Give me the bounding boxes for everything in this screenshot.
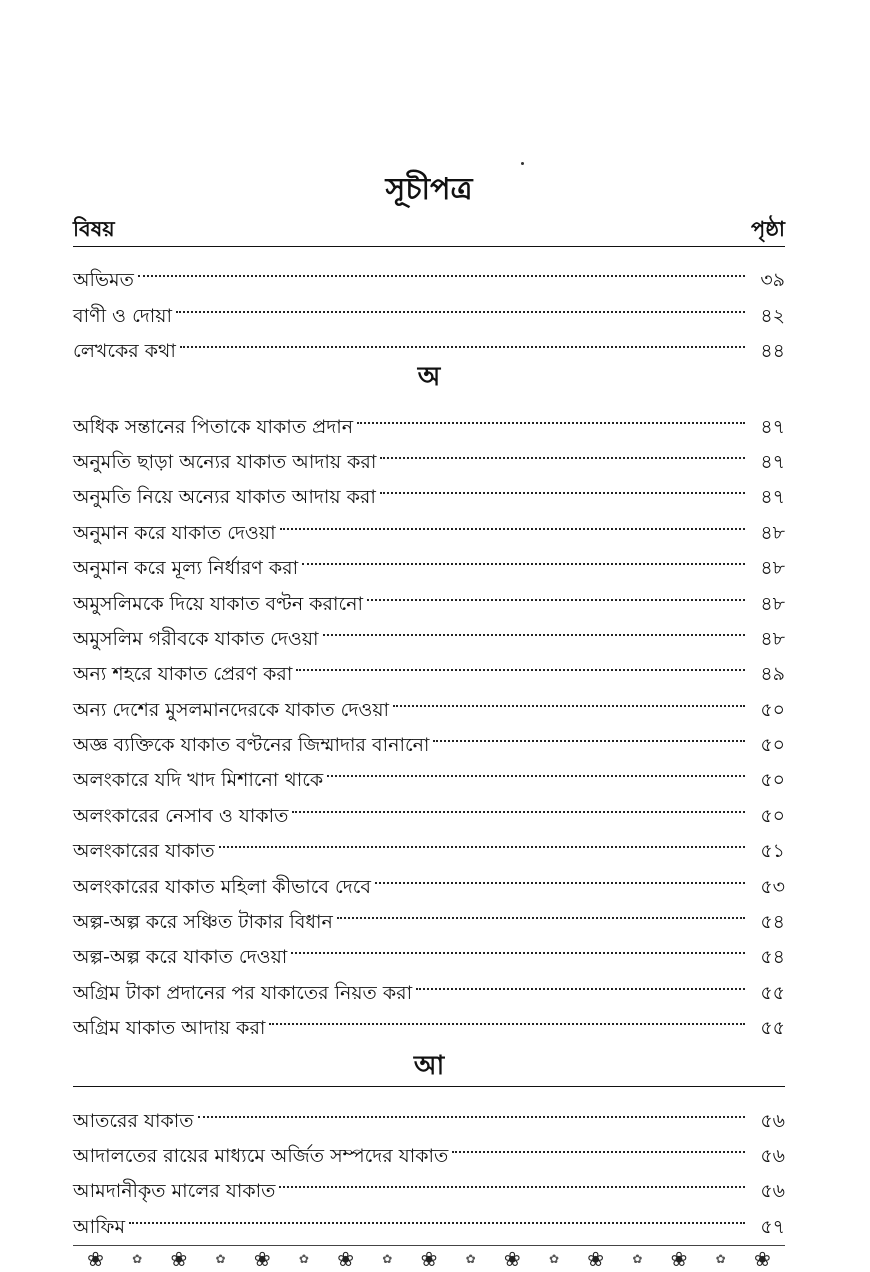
entry-page-number: ৫৪	[760, 946, 785, 969]
entry-title: অভিমত	[73, 269, 134, 292]
dot-leader	[127, 1197, 749, 1232]
entry-page-number: ৫০	[760, 804, 785, 827]
entry-page-number: ৪৮	[760, 521, 785, 544]
entry-page-number: ৫৭	[760, 1215, 785, 1238]
entry-title: আদালতের রায়ের মাধ্যমে অর্জিত সম্পদের যাকাত	[73, 1144, 449, 1167]
entry-page-number: ৫৪	[760, 911, 785, 934]
section-aa	[73, 1046, 785, 1238]
table-of-contents	[73, 168, 785, 1238]
entry-title: অনুমতি নিয়ে অন্যের যাকাত আদায় করা	[73, 486, 376, 509]
dot-leader	[289, 928, 749, 963]
dot-leader	[325, 751, 749, 786]
entry-page-number: ৪৭	[760, 415, 785, 438]
section-entries	[73, 397, 785, 1040]
page-column-header: পৃষ্ঠা	[750, 217, 785, 241]
subject-column-header: বিষয়	[73, 217, 115, 241]
flower-border-icon: ❀ ✿ ❀ ✿ ❀ ✿ ❀ ✿ ❀ ✿ ❀ ✿ ❀ ✿ ❀ ✿ ❀	[73, 1245, 785, 1272]
entry-title: আমদানীকৃত মালের যাকাত	[73, 1180, 276, 1203]
entry-title: আতরের যাকাত	[73, 1109, 194, 1132]
dot-leader	[178, 322, 749, 357]
entry-page-number: ৪৯	[760, 663, 785, 686]
stray-mark	[521, 162, 524, 165]
dot-leader	[294, 645, 749, 680]
entry-title: অনুমতি ছাড়া অন্যের যাকাত আদায় করা	[73, 450, 377, 473]
entry-title: অনুমান করে যাকাত দেওয়া	[73, 521, 276, 544]
entry-title: অধিক সন্তানের পিতাকে যাকাত প্রদান	[73, 415, 354, 438]
entry-title: অনুমান করে মূল্য নির্ধারণ করা	[73, 557, 299, 580]
entry-title: অন্য দেশের মুসলমানদেরকে যাকাত দেওয়া	[73, 698, 390, 721]
entry-title: অমুসলিমকে দিয়ে যাকাত বণ্টন করানো	[73, 592, 363, 615]
dot-leader	[450, 1127, 749, 1162]
dot-leader	[174, 286, 749, 321]
entry-page-number: ৫৩	[760, 875, 785, 898]
dot-leader	[431, 716, 749, 751]
section-o	[73, 357, 785, 1040]
dot-leader	[321, 610, 749, 645]
entry-page-number: ৪৭	[760, 450, 785, 473]
entry-page-number: ৩৯	[760, 269, 785, 292]
entry-title: লেখকের কথা	[73, 340, 176, 363]
toc-entry	[73, 251, 785, 292]
entry-page-number: ৪৮	[760, 592, 785, 615]
toc-entry	[73, 397, 785, 438]
entry-page-number: ৫৬	[760, 1109, 785, 1132]
dot-leader	[290, 786, 749, 821]
dot-leader	[373, 857, 749, 892]
dot-leader	[355, 397, 749, 432]
intro-entries	[73, 251, 785, 363]
toc-entry	[73, 286, 785, 327]
entry-title: বাণী ও দোয়া	[73, 304, 172, 327]
dot-leader	[391, 680, 749, 715]
entry-title: অগ্রিম যাকাত আদায় করা	[73, 1017, 266, 1040]
entry-page-number: ৫৬	[760, 1180, 785, 1203]
dot-leader	[414, 963, 749, 998]
entry-title: অন্য শহরে যাকাত প্রেরণ করা	[73, 663, 293, 686]
entry-title: অলংকারের যাকাত	[73, 840, 215, 863]
dot-leader	[277, 1162, 749, 1197]
entry-page-number: ৪৪	[760, 340, 785, 363]
toc-entry	[73, 1091, 785, 1132]
entry-page-number: ৫১	[760, 840, 785, 863]
entry-title: অল্প-অল্প করে সঞ্চিত টাকার বিধান	[73, 911, 333, 934]
entry-page-number: ৪৭	[760, 486, 785, 509]
dot-leader	[278, 503, 749, 538]
entry-title: অল্প-অল্প করে যাকাত দেওয়া	[73, 946, 288, 969]
dot-leader	[378, 468, 749, 503]
entry-page-number: ৫০	[760, 769, 785, 792]
entry-page-number: ৪২	[760, 304, 785, 327]
entry-page-number: ৫০	[760, 698, 785, 721]
dot-leader	[365, 574, 749, 609]
dot-leader	[196, 1091, 749, 1126]
entry-page-number: ৫০	[760, 734, 785, 757]
section-rule	[73, 1086, 785, 1087]
entry-page-number: ৫৫	[760, 981, 785, 1004]
dot-leader	[136, 251, 749, 286]
page-title: সূচীপত্র	[385, 172, 473, 207]
dot-leader	[378, 433, 749, 468]
entry-title: অজ্ঞ ব্যক্তিকে যাকাত বণ্টনের জিম্মাদার বানানো	[73, 734, 430, 757]
entry-title: অগ্রিম টাকা প্রদানের পর যাকাতের নিয়ত করা	[73, 981, 413, 1004]
toc-entry	[73, 1197, 785, 1238]
section-heading: আ	[413, 1051, 445, 1082]
entry-title: অলংকারে যদি খাদ মিশানো থাকে	[73, 769, 324, 792]
section-heading: অ	[417, 362, 441, 393]
entry-title: অলংকারের যাকাত মহিলা কীভাবে দেবে	[73, 875, 371, 898]
entry-page-number: ৪৮	[760, 627, 785, 650]
section-entries	[73, 1091, 785, 1238]
dot-leader	[217, 822, 749, 857]
dot-leader	[267, 999, 749, 1034]
dot-leader	[335, 893, 749, 928]
entry-title: আফিম	[73, 1215, 126, 1238]
entry-page-number: ৫৫	[760, 1017, 785, 1040]
entry-title: অলংকারের নেসাব ও যাকাত	[73, 804, 289, 827]
entry-title: অমুসলিম গরীবকে যাকাত দেওয়া	[73, 627, 319, 650]
entry-page-number: ৫৬	[760, 1144, 785, 1167]
toc-header	[73, 212, 785, 247]
toc-entry	[73, 322, 785, 363]
entry-page-number: ৪৮	[760, 557, 785, 580]
dot-leader	[300, 539, 749, 574]
